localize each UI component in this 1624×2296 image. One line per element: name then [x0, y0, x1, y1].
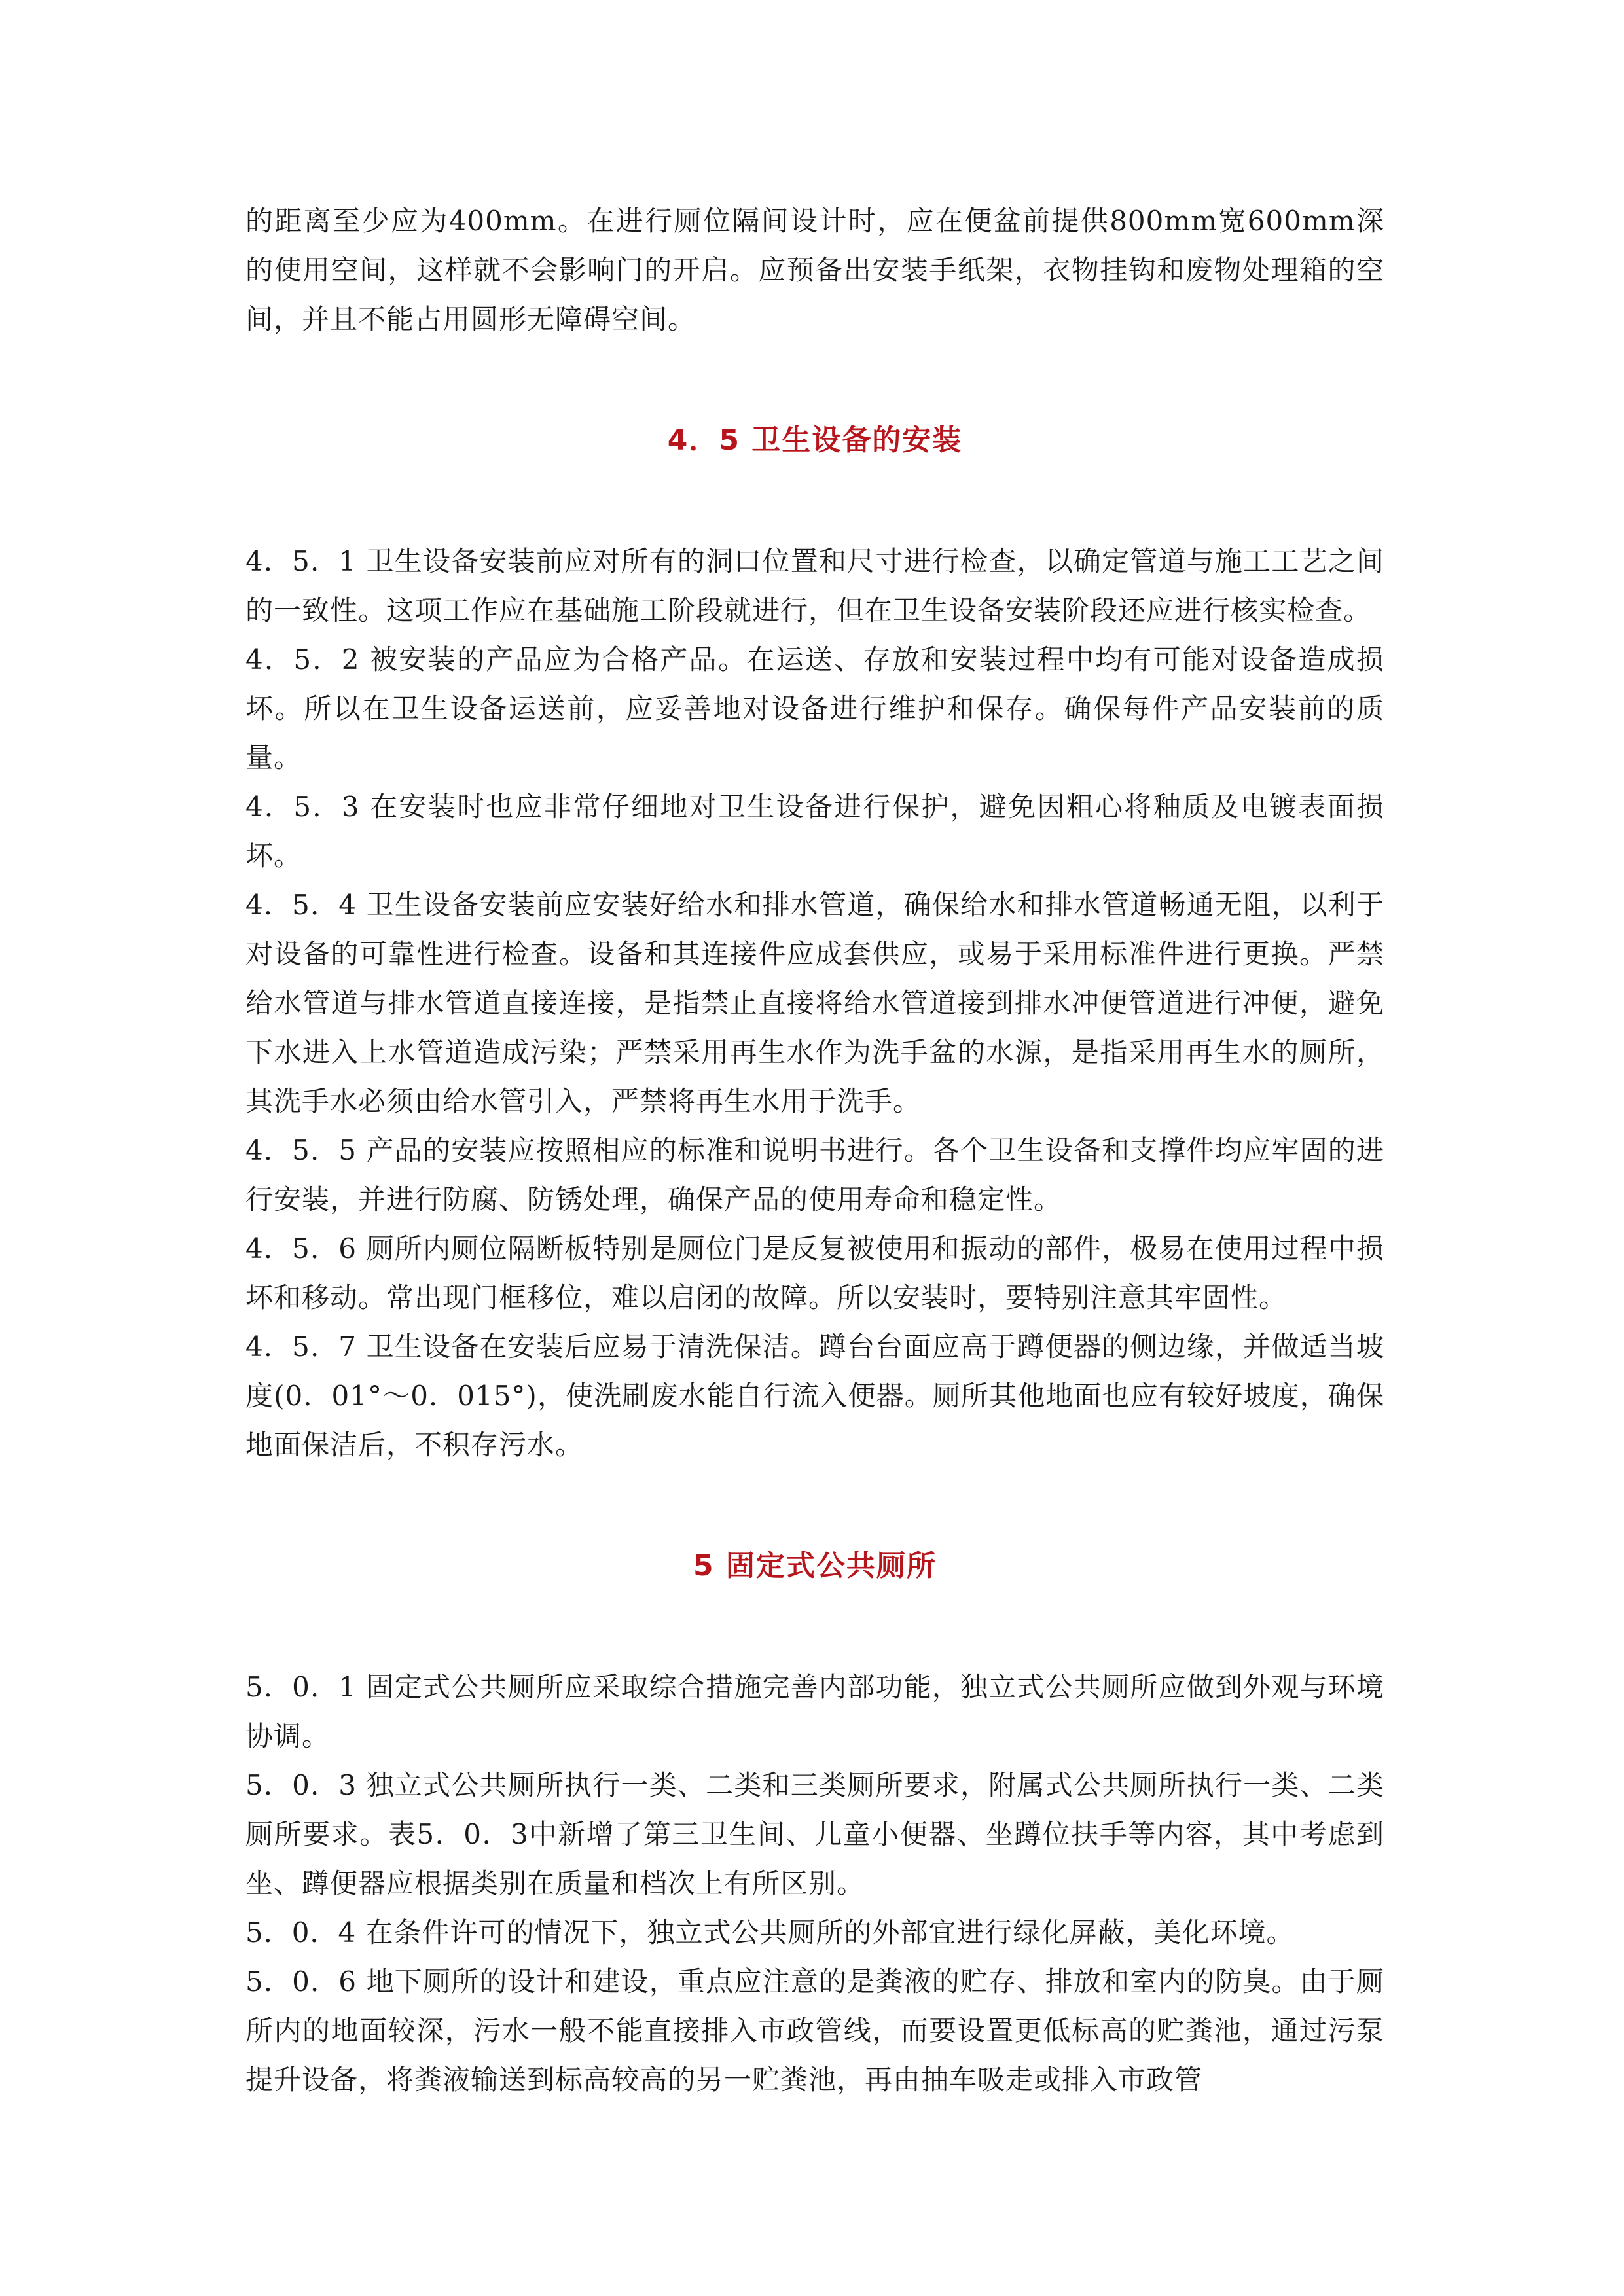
section-4-5-heading: 4．5 卫生设备的安装 [667, 423, 963, 457]
clause-5-0-4: 5．0．4 在条件许可的情况下，独立式公共厕所的外部宜进行绿化屏蔽，美化环境。 [245, 1916, 1295, 1948]
clause-4-5-7: 4．5．7 卫生设备在安装后应易于清洗保洁。蹲台台面应高于蹲便器的侧边缘，并做适当坡度(0．01°～0．015°)，使洗刷废水能自行流入便器。厕所其他地面也应有较好坡度，确保地面保洁后，不积存污水。 [245, 1331, 1384, 1461]
section-5-heading: 5 固定式公共厕所 [693, 1549, 937, 1583]
clause-4-5-3: 4．5．3 在安装时也应非常仔细地对卫生设备进行保护，避免因粗心将釉质及电镀表面损坏。 [245, 791, 1384, 872]
intro-paragraph: 的距离至少应为400mm。在进行厕位隔间设计时，应在便盆前提供800mm宽600mm深的使用空间，这样就不会影响门的开启。应预备出安装手纸架，衣物挂钩和废物处理箱的空间，并且不能占用圆形无障碍空间。 [245, 205, 1384, 335]
clause-4-5-6: 4．5．6 厕所内厕位隔断板特别是厕位门是反复被使用和振动的部件，极易在使用过程中损坏和移动。常出现门框移位，难以启闭的故障。所以安装时，要特别注意其牢固性。 [245, 1232, 1384, 1314]
clause-4-5-2: 4．5．2 被安装的产品应为合格产品。在运送、存放和安装过程中均有可能对设备造成损坏。所以在卫生设备运送前，应妥善地对设备进行维护和保存。确保每件产品安装前的质量。 [245, 643, 1384, 774]
section-5-clauses [245, 1662, 1384, 2104]
section-4-5-clauses [245, 537, 1384, 1469]
document-page [245, 196, 1384, 2104]
clause-5-0-1: 5．0．1 固定式公共厕所应采取综合措施完善内部功能，独立式公共厕所应做到外观与环境协调。 [245, 1671, 1384, 1752]
clause-4-5-5: 4．5．5 产品的安装应按照相应的标准和说明书进行。各个卫生设备和支撑件均应牢固的进行安装，并进行防腐、防锈处理，确保产品的使用寿命和稳定性。 [245, 1134, 1384, 1215]
clause-4-5-1: 4．5．1 卫生设备安装前应对所有的洞口位置和尺寸进行检查，以确定管道与施工工艺之间的一致性。这项工作应在基础施工阶段就进行，但在卫生设备安装阶段还应进行核实检查。 [245, 545, 1384, 626]
clause-5-0-3: 5．0．3 独立式公共厕所执行一类、二类和三类厕所要求，附属式公共厕所执行一类、二类厕所要求。表5．0．3中新增了第三卫生间、儿童小便器、坐蹲位扶手等内容，其中考虑到坐、蹲便器应根据类别在质量和档次上有所区别。 [245, 1769, 1384, 1899]
clause-5-0-6: 5．0．6 地下厕所的设计和建设，重点应注意的是粪液的贮存、排放和室内的防臭。由于厕所内的地面较深，污水一般不能直接排入市政管线，而要设置更低标高的贮粪池，通过污泵提升设备，将粪液输送到标高较高的另一贮粪池，再由抽车吸走或排入市政管 [245, 1965, 1384, 2096]
clause-4-5-4: 4．5．4 卫生设备安装前应安装好给水和排水管道，确保给水和排水管道畅通无阻，以利于对设备的可靠性进行检查。设备和其连接件应成套供应，或易于采用标准件进行更换。严禁给水管道与排水管道直接连接，是指禁止直接将给水管道接到排水冲便管道进行冲便，避免下水进入上水管道造成污染；严禁采用再生水作为洗手盆的水源，是指采用再生水的厕所，其洗手水必须由给水管引入，严禁将再生水用于洗手。 [245, 889, 1384, 1117]
